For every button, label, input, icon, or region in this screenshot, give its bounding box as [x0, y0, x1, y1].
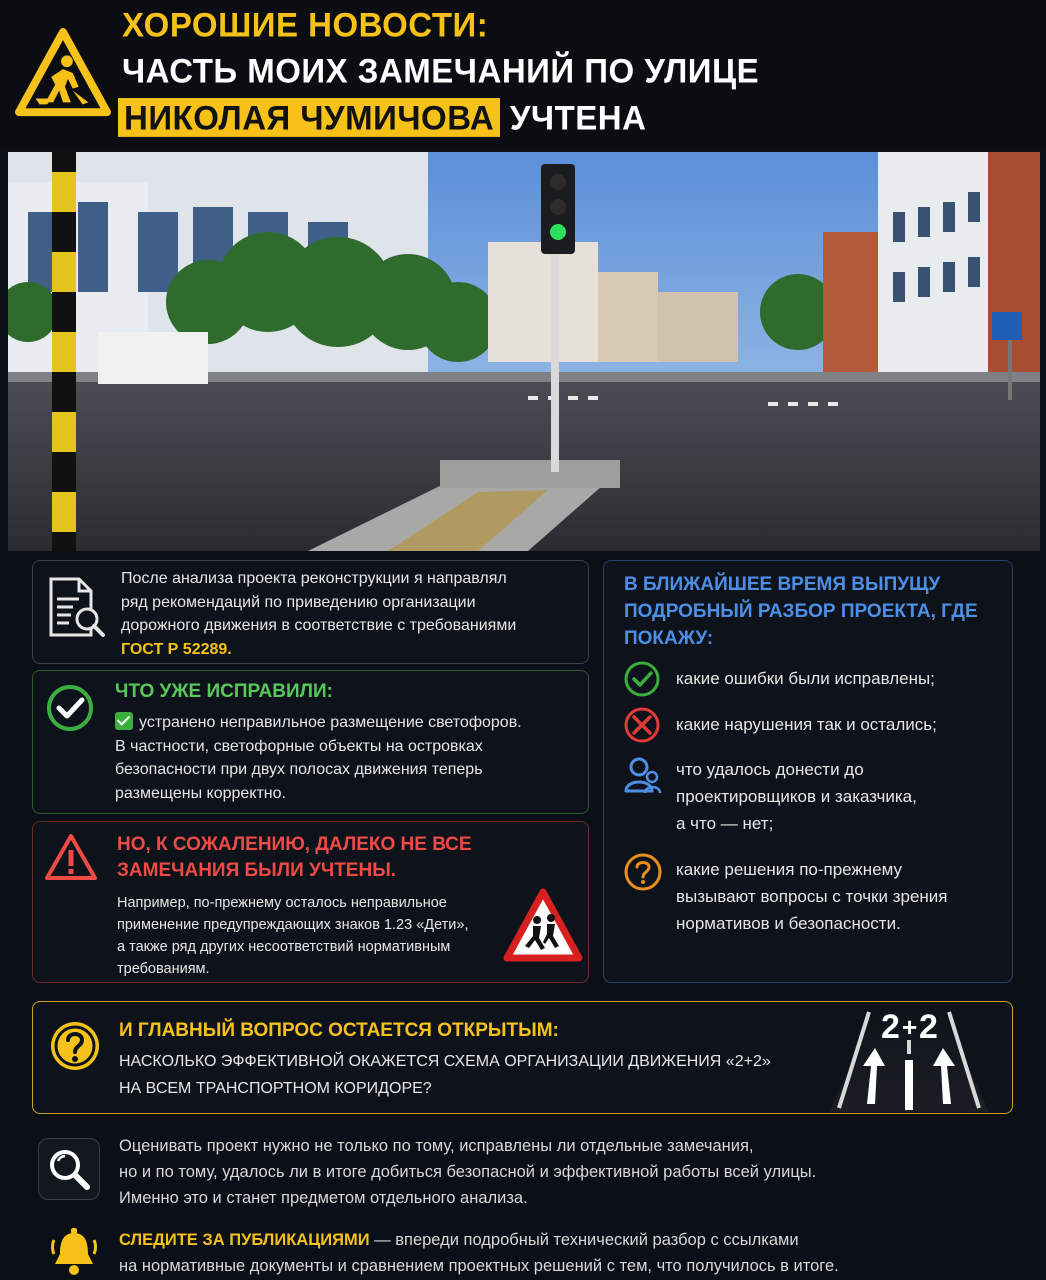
gost-reference: ГОСТ Р 52289. — [121, 640, 232, 658]
not-all-text-line3: а также ряд других несоответствий нормативным — [117, 939, 451, 955]
people-icon — [623, 755, 663, 797]
not-all-text-line4: требованиям. — [117, 961, 210, 977]
road-works-warning-icon — [14, 26, 112, 120]
main-question-text — [119, 1048, 839, 1102]
intro-text — [121, 567, 581, 661]
soon-item4-line2: вызывают вопросы с точки зрения — [676, 887, 948, 906]
follow-text — [119, 1227, 1019, 1279]
follow-line1 — [119, 1227, 1019, 1253]
soon-item3-line2: проектировщиков и заказчика, — [676, 787, 917, 806]
header-title-line3 — [122, 98, 646, 138]
soon-title — [624, 571, 978, 652]
follow-highlight: СЛЕДИТЕ ЗА ПУБЛИКАЦИЯМИ — [119, 1231, 370, 1249]
evaluate-line1: Оценивать проект нужно не только по тому, исправлены ли отдельные замечания, — [119, 1137, 754, 1155]
soon-title-line3: ПОКАЖУ: — [624, 628, 714, 649]
not-all-text-line2: применение предупреждающих знаков 1.23 «Дети», — [117, 917, 469, 933]
fixed-text-line4: размещены корректно. — [115, 784, 286, 802]
main-question-title: И ГЛАВНЫЙ ВОПРОС ОСТАЕТСЯ ОТКРЫТЫМ: — [119, 1020, 559, 1041]
soon-item-remaining-violations: какие нарушения так и остались; — [676, 715, 937, 734]
soon-item3-line3: а что — нет; — [676, 814, 774, 833]
question-circle-icon — [623, 852, 663, 892]
street-name-highlight: НИКОЛАЯ ЧУМИЧОВА — [118, 98, 500, 137]
follow-line1-rest: — впереди подробный технический разбор с ссылками — [374, 1231, 799, 1249]
fixed-card — [32, 670, 589, 814]
checkbox-checked-icon — [115, 712, 133, 730]
header — [0, 0, 1046, 150]
soon-item4-line3: нормативов и безопасности. — [676, 914, 901, 933]
soon-item3-line1: что удалось донести до — [676, 760, 864, 779]
main-question-line2: НА ВСЕМ ТРАНСПОРТНОМ КОРИДОРЕ? — [119, 1080, 432, 1097]
fixed-text — [115, 711, 585, 805]
soon-title-line2: ПОДРОБНЫЙ РАЗБОР ПРОЕКТА, ГДЕ — [624, 601, 978, 622]
soon-item-questions — [676, 856, 948, 937]
main-question-line1: НАСКОЛЬКО ЭФФЕКТИВНОЙ ОКАЖЕТСЯ СХЕМА ОРГАНИЗАЦИИ ДВИЖЕНИЯ «2+2» — [119, 1053, 771, 1070]
street-photo-illustration — [8, 152, 1040, 551]
alert-triangle-icon — [43, 832, 99, 882]
fixed-text-line2: В частности, светофорные объекты на островках — [115, 737, 483, 755]
svg-text:+: + — [902, 1012, 918, 1042]
soon-title-line1: В БЛИЖАЙШЕЕ ВРЕМЯ ВЫПУЩУ — [624, 574, 941, 595]
check-circle-small-icon — [623, 660, 661, 698]
not-all-text — [117, 892, 517, 980]
bell-icon — [50, 1226, 98, 1278]
fixed-text-line1 — [115, 711, 585, 735]
follow-line2: на нормативные документы и сравнением проектных решений с тем, что получилось в итоге. — [119, 1257, 839, 1275]
question-circle-gold-icon — [47, 1018, 103, 1074]
check-circle-icon — [45, 683, 95, 733]
intro-text-line1: После анализа проекта реконструкции я направлял — [121, 570, 507, 587]
not-all-card — [32, 821, 589, 983]
evaluate-line3: Именно это и станет предметом отдельного анализа. — [119, 1189, 528, 1207]
document-search-icon — [45, 575, 107, 641]
main-question-card — [32, 1001, 1013, 1114]
header-title-line1: ХОРОШИЕ НОВОСТИ: — [122, 5, 489, 44]
intro-text-line3: дорожного движения в соответствие с требованиями — [121, 617, 517, 634]
evaluate-text — [119, 1133, 1019, 1211]
header-title-line3-rest: УЧТЕНА — [509, 98, 647, 137]
header-title-line2: ЧАСТЬ МОИХ ЗАМЕЧАНИЙ ПО УЛИЦЕ — [122, 51, 760, 90]
magnifier-box — [38, 1138, 100, 1200]
fixed-text-line3: безопасности при двух полосах движения теперь — [115, 761, 483, 778]
soon-item-fixed-errors: какие ошибки были исправлены; — [676, 669, 935, 688]
scheme-label-right: 2 — [919, 1008, 938, 1046]
soon-item4-line1: какие решения по-прежнему — [676, 860, 903, 879]
two-plus-two-road-scheme-icon — [819, 1004, 999, 1112]
street-photo — [8, 152, 1040, 551]
not-all-title — [117, 832, 472, 884]
not-all-title-line2: ЗАМЕЧАНИЯ БЫЛИ УЧТЕНЫ. — [117, 860, 397, 881]
children-warning-sign-icon — [503, 888, 583, 964]
x-circle-icon — [623, 706, 661, 744]
soon-item-communicated — [676, 756, 917, 837]
not-all-title-line1: НО, К СОЖАЛЕНИЮ, ДАЛЕКО НЕ ВСЕ — [117, 834, 472, 855]
fixed-text-line1-content: устранено неправильное размещение светофоров. — [139, 714, 522, 731]
not-all-text-line1: Например, по-прежнему осталось неправильное — [117, 895, 447, 911]
magnifier-icon — [45, 1145, 93, 1193]
intro-text-line2: ряд рекомендаций по приведению организации — [121, 593, 476, 611]
scheme-label-left: 2 — [881, 1008, 900, 1046]
intro-card — [32, 560, 589, 664]
evaluate-line2: но и по тому, удалось ли в итоге добиться безопасной и эффективной работы всей улицы. — [119, 1163, 817, 1181]
fixed-title: ЧТО УЖЕ ИСПРАВИЛИ: — [115, 681, 333, 702]
